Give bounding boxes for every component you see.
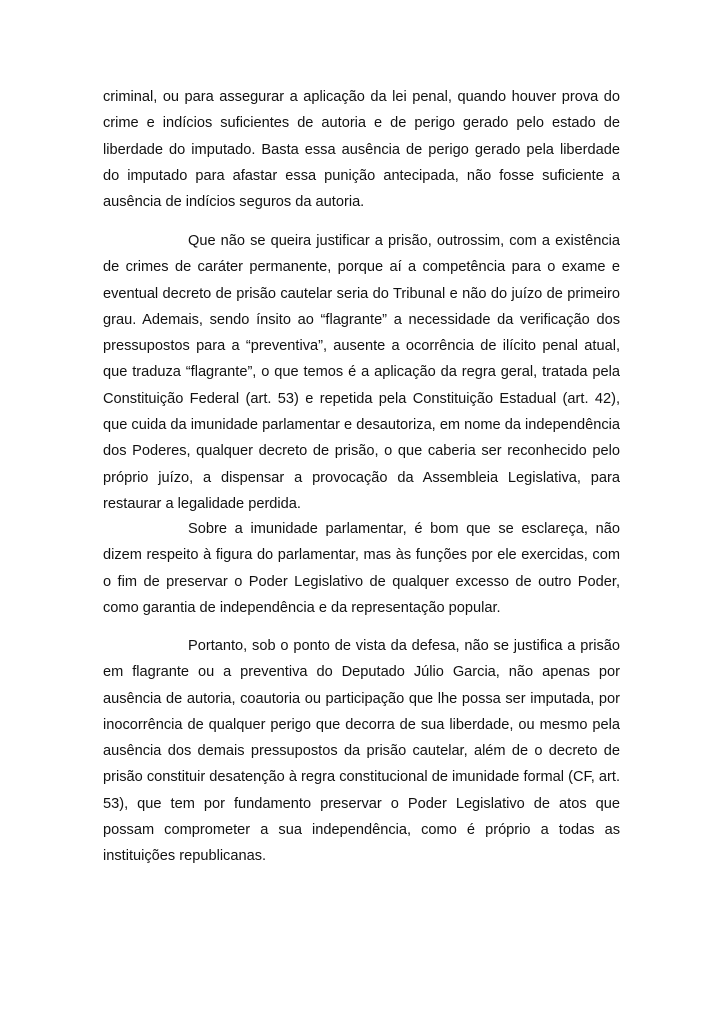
paragraph-3-text: Sobre a imunidade parlamentar, é bom que se esclareça, não dizem respeito à figura do parlamentar, mas às funções por ele exercidas, com o fim de preservar o Poder Legislativo de qualquer excesso de outro Poder, como garantia de independência e da representação popular. (103, 521, 620, 616)
paragraph-conclusion (103, 633, 620, 870)
paragraph-permanent-crimes (103, 228, 620, 517)
paragraph-4-text: Portanto, sob o ponto de vista da defesa, não se justifica a prisão em flagrante ou a preventiva do Deputado Júlio Garcia, não apenas por ausência de autoria, coautoria ou participação que lhe possa ser imputada, por inocorrência de qualquer perigo que decorra de sua liberdade, ou mesmo pela ausência dos demais pressupostos da prisão cautelar, além de o decreto de prisão constituir desatenção à regra constitucional de imunidade formal (CF, art. 53), que tem por fundamento preservar o Poder Legislativo de atos que possam comprometer a sua independência, como é próprio a todas as instituições republicanas. (103, 638, 620, 865)
paragraph-parliamentary-immunity (103, 516, 620, 621)
paragraph-1-text: criminal, ou para assegurar a aplicação da lei penal, quando houver prova do crime e indícios suficientes de autoria e de perigo gerado pelo estado de liberdade do imputado. Basta essa ausência de perigo gerado pela liberdade do imputado para afastar essa punição antecipada, não fosse suficiente a ausência de indícios seguros da autoria. (103, 89, 620, 211)
paragraph-continuation (103, 84, 620, 215)
paragraph-2-text: Que não se queira justificar a prisão, outrossim, com a existência de crimes de caráter permanente, porque aí a competência para o exame e eventual decreto de prisão cautelar seria do Tribunal e não do juízo de primeiro grau. Ademais, sendo ínsito ao “flagrante” a necessidade da verificação dos pressupostos para a “preventiva”, ausente a ocorrência de ilícito penal atual, que traduza “flagrante”, o que temos é a aplicação da regra geral, tratada pela Constituição Federal (art. 53) e repetida pela Constituição Estadual (art. 42), que cuida da imunidade parlamentar e desautoriza, em nome da independência dos Poderes, qualquer decreto de prisão, o que caberia ser reconhecido pelo próprio juízo, a dispensar a provocação da Assembleia Legislativa, para restaurar a legalidade perdida. (103, 233, 620, 512)
